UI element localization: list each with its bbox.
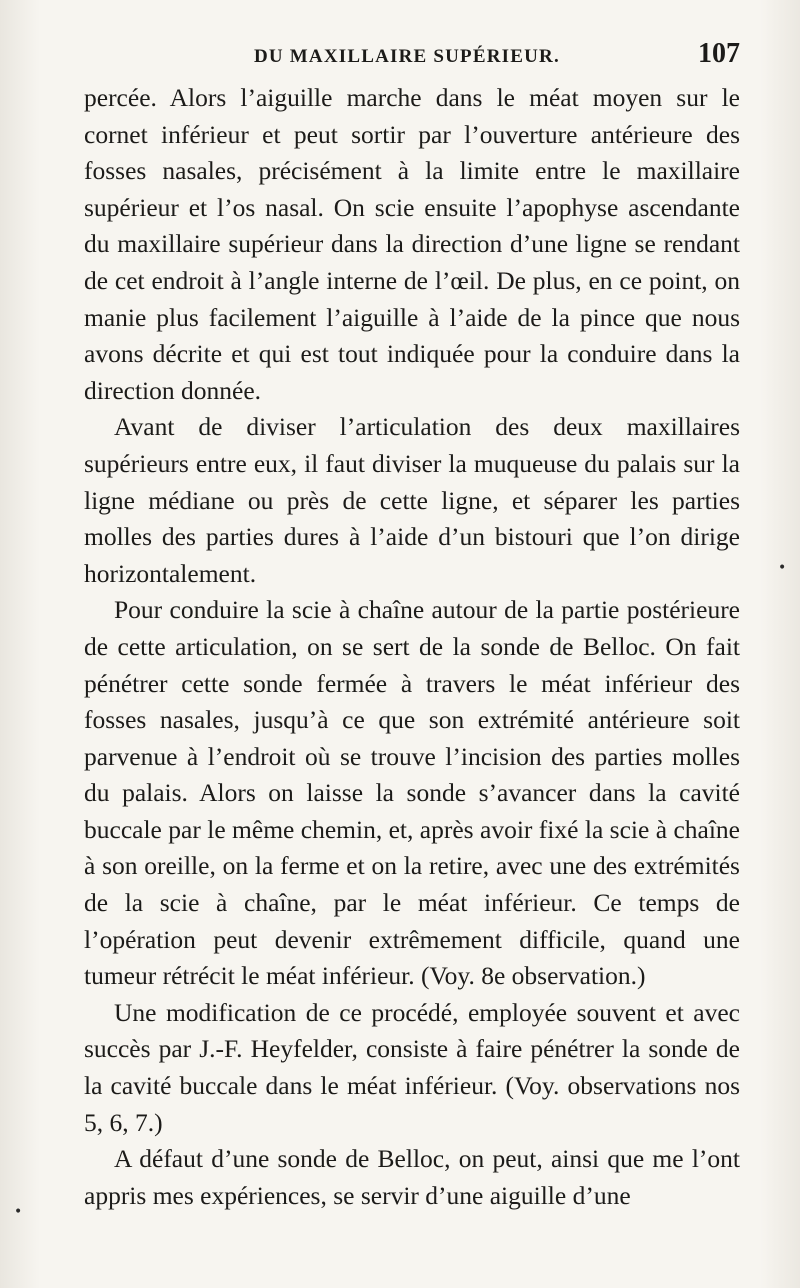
paragraph-4: Une modification de ce procédé, employée souvent et avec succès par J.-F. Heyfelder, consiste à faire pénétrer la sonde de la cavité buccale dans le méat inférieur. (Voy. observations nos 5, 6, 7.) xyxy=(84,997,740,1137)
paragraph-3: Pour conduire la scie à chaîne autour de la partie postérieure de cette articulation, on se sert de la sonde de Belloc. On fait pénétrer cette sonde fermée à travers le méat inférieur des fosses nasales, jusqu’à ce que son extrémité antérieure soit parvenue à l’endroit où se trouve l’incision des parties molles du palais. Alors on laisse la sonde s’avancer dans la cavité buccale par le même chemin, et, après avoir fixé la scie à chaîne à son oreille, on la ferme et on la retire, avec une des extrémités de la scie à chaîne, par le méat inférieur. Ce temps de l’opération peut devenir extrêmement difficile, quand une tumeur rétrécit le méat inférieur. (Voy. 8e observation.) xyxy=(84,595,740,991)
page-header xyxy=(84,36,740,76)
paragraph-2: Avant de diviser l’articulation des deux maxillaires supérieurs entre eux, il faut diviser la muqueuse du palais sur la ligne médiane ou près de cette ligne, et séparer les parties molles des parties dures à l’aide d’un bistouri que l’on dirige horizontalement. xyxy=(84,412,740,588)
margin-dot: • xyxy=(14,1204,23,1220)
paragraph-1: percée. Alors l’aiguille marche dans le méat moyen sur le cornet inférieur et peut sortir par l’ouverture antérieure des fosses nasales, précisément à la limite entre le maxillaire supérieur et l’os nasal. On scie ensuite l’apophyse ascendante du maxillaire supérieur dans la direction d’une ligne se rendant de cet endroit à l’angle interne de l’œil. De plus, en ce point, on manie plus facilement l’aiguille à l’aide de la pince que nous avons décrite et qui est tout indiquée pour la conduire dans la direction donnée. xyxy=(84,83,740,405)
margin-dot: • xyxy=(778,560,787,576)
body-text xyxy=(84,80,740,1214)
page-number: 107 xyxy=(698,38,740,69)
paragraph-5: A défaut d’une sonde de Belloc, on peut, ainsi que me l’ont appris mes expériences, se servir d’une aiguille d’une xyxy=(84,1144,740,1210)
running-title: DU MAXILLAIRE SUPÉRIEUR. xyxy=(254,46,560,67)
